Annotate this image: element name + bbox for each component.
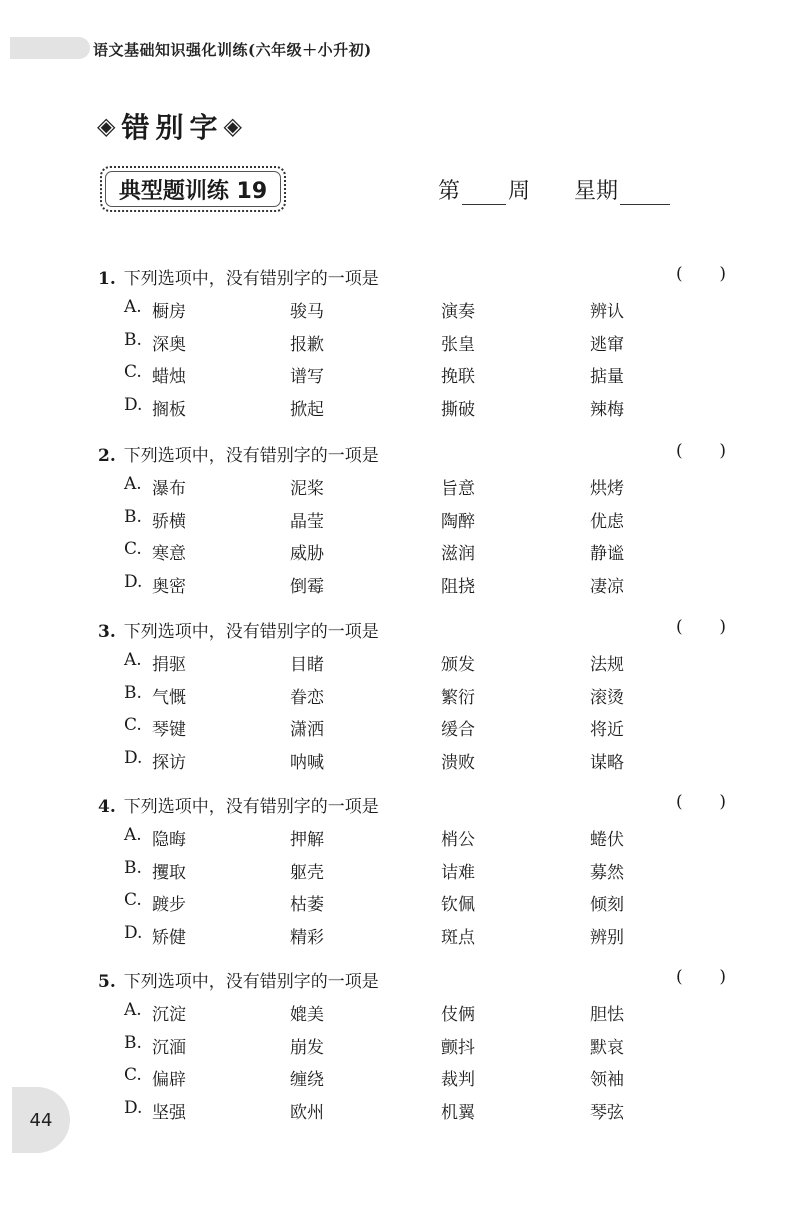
answer-bracket-close: ) xyxy=(719,264,726,284)
week-number-blank[interactable] xyxy=(462,178,506,205)
option-word: 逃窜 xyxy=(590,334,624,355)
option-word: 掂量 xyxy=(590,367,624,387)
option-word: 机翼 xyxy=(441,1102,475,1123)
question-text: 下列选项中，没有错别字的一项是 xyxy=(123,446,379,466)
option-letter: B. xyxy=(124,506,142,527)
option-word: 奥密 xyxy=(152,576,186,597)
option-word: 旨意 xyxy=(441,479,475,499)
option-word: 溃败 xyxy=(441,752,475,773)
page-number-tab xyxy=(12,1087,70,1153)
option-word: 静谧 xyxy=(590,544,624,564)
question-number: 5. xyxy=(98,972,116,992)
option-letter: C. xyxy=(124,1065,142,1085)
option-letter: C. xyxy=(124,715,142,735)
option-word: 骏马 xyxy=(290,302,324,322)
option-word: 繁衍 xyxy=(441,687,475,708)
question-stem xyxy=(98,617,379,642)
option-word: 辣梅 xyxy=(590,399,624,420)
week-label-di: 第 xyxy=(438,179,461,204)
option-letter: A. xyxy=(124,1000,142,1020)
question-text: 下列选项中，没有错别字的一项是 xyxy=(123,972,379,992)
question-text: 下列选项中，没有错别字的一项是 xyxy=(123,269,379,289)
answer-bracket-close: ) xyxy=(719,441,726,461)
option-word: 挽联 xyxy=(441,367,475,387)
question-stem xyxy=(98,967,379,992)
question-number: 2. xyxy=(98,446,116,466)
page-number: 44 xyxy=(29,1109,53,1131)
option-word: 报歉 xyxy=(290,334,324,355)
question-stem xyxy=(98,441,379,466)
option-word: 倒霉 xyxy=(290,576,324,597)
weekday-blank[interactable] xyxy=(620,178,670,205)
option-word: 颁发 xyxy=(441,655,475,675)
option-word: 骄横 xyxy=(152,511,186,532)
option-word: 晶莹 xyxy=(290,511,324,532)
option-word: 阻挠 xyxy=(441,576,475,597)
diamond-icon-left: ◈ xyxy=(97,112,116,140)
option-word: 诘难 xyxy=(441,862,475,883)
option-word: 法规 xyxy=(590,655,624,675)
option-letter: A. xyxy=(124,650,142,670)
option-word: 枯萎 xyxy=(290,895,324,915)
option-word: 辨别 xyxy=(590,927,624,948)
option-letter: C. xyxy=(124,890,142,910)
answer-bracket-open: ( xyxy=(676,967,683,987)
option-word: 寒意 xyxy=(152,544,186,564)
option-word: 押解 xyxy=(290,830,324,850)
option-letter: D. xyxy=(124,571,143,592)
option-word: 优虑 xyxy=(590,511,624,532)
option-word: 烘烤 xyxy=(590,479,624,499)
option-word: 陶醉 xyxy=(441,511,475,532)
option-word: 缠绕 xyxy=(290,1070,324,1090)
option-word: 滚烫 xyxy=(590,687,624,708)
option-letter: B. xyxy=(124,329,142,350)
option-word: 胆怯 xyxy=(590,1005,624,1025)
answer-bracket[interactable] xyxy=(676,967,726,987)
option-word: 眷恋 xyxy=(290,687,324,708)
option-word: 搁板 xyxy=(152,399,186,420)
weekday-label: 星期 xyxy=(574,179,619,204)
option-word: 默哀 xyxy=(590,1037,624,1058)
answer-bracket[interactable] xyxy=(676,441,726,461)
option-word: 媲美 xyxy=(290,1005,324,1025)
option-word: 沉淀 xyxy=(152,1005,186,1025)
option-word: 呐喊 xyxy=(290,752,324,773)
option-letter: B. xyxy=(124,682,142,703)
option-word: 潇洒 xyxy=(290,720,324,740)
option-word: 攫取 xyxy=(152,862,186,883)
option-word: 张皇 xyxy=(441,334,475,355)
question-number: 4. xyxy=(98,797,116,817)
header-tab xyxy=(10,37,90,59)
option-word: 裁判 xyxy=(441,1070,475,1090)
option-word: 缓合 xyxy=(441,720,475,740)
question-text: 下列选项中，没有错别字的一项是 xyxy=(123,622,379,642)
option-word: 凄凉 xyxy=(590,576,624,597)
answer-bracket-open: ( xyxy=(676,617,683,637)
option-word: 偏辟 xyxy=(152,1070,186,1090)
option-word: 钦佩 xyxy=(441,895,475,915)
answer-bracket-open: ( xyxy=(676,792,683,812)
option-word: 精彩 xyxy=(290,927,324,948)
option-word: 沉湎 xyxy=(152,1037,186,1058)
answer-bracket[interactable] xyxy=(676,264,726,284)
option-word: 橱房 xyxy=(152,302,186,322)
option-word: 将近 xyxy=(590,720,624,740)
option-letter: A. xyxy=(124,297,142,317)
answer-bracket-open: ( xyxy=(676,441,683,461)
option-word: 矫健 xyxy=(152,927,186,948)
option-word: 撕破 xyxy=(441,399,475,420)
option-word: 募然 xyxy=(590,862,624,883)
option-letter: D. xyxy=(124,1097,143,1118)
question-stem xyxy=(98,792,379,817)
section-title xyxy=(97,106,242,146)
answer-bracket[interactable] xyxy=(676,792,726,812)
option-word: 欧州 xyxy=(290,1102,324,1123)
option-word: 探访 xyxy=(152,752,186,773)
option-word: 隐晦 xyxy=(152,830,186,850)
option-word: 斑点 xyxy=(441,927,475,948)
question-number: 1. xyxy=(98,269,116,289)
option-word: 滋润 xyxy=(441,544,475,564)
option-word: 梢公 xyxy=(441,830,475,850)
option-letter: A. xyxy=(124,474,142,494)
option-word: 蜷伏 xyxy=(590,830,624,850)
option-letter: A. xyxy=(124,825,142,845)
book-title: 语文基础知识强化训练(六年级＋小升初) xyxy=(93,41,372,59)
answer-bracket-open: ( xyxy=(676,264,683,284)
option-word: 躯壳 xyxy=(290,862,324,883)
option-word: 掀起 xyxy=(290,399,324,420)
option-word: 崩发 xyxy=(290,1037,324,1058)
question-number: 3. xyxy=(98,622,116,642)
option-word: 威胁 xyxy=(290,544,324,564)
option-word: 气慨 xyxy=(152,687,186,708)
option-word: 领袖 xyxy=(590,1070,624,1090)
option-word: 谋略 xyxy=(590,752,624,773)
option-word: 蜡烛 xyxy=(152,367,186,387)
diamond-icon-right: ◈ xyxy=(223,112,242,140)
option-letter: D. xyxy=(124,394,143,415)
question-text: 下列选项中，没有错别字的一项是 xyxy=(123,797,379,817)
option-word: 伎俩 xyxy=(441,1005,475,1025)
answer-bracket[interactable] xyxy=(676,617,726,637)
option-word: 瀑布 xyxy=(152,479,186,499)
week-field xyxy=(438,174,670,205)
option-word: 倾刻 xyxy=(590,895,624,915)
option-letter: B. xyxy=(124,857,142,878)
option-letter: D. xyxy=(124,922,143,943)
week-label-zhou: 周 xyxy=(508,179,531,204)
option-letter: C. xyxy=(124,362,142,382)
option-word: 辨认 xyxy=(590,302,624,322)
option-word: 泥桨 xyxy=(290,479,324,499)
option-letter: C. xyxy=(124,539,142,559)
option-word: 谱写 xyxy=(290,367,324,387)
option-word: 颤抖 xyxy=(441,1037,475,1058)
option-word: 深奥 xyxy=(152,334,186,355)
option-word: 踱步 xyxy=(152,895,186,915)
option-word: 目睹 xyxy=(290,655,324,675)
answer-bracket-close: ) xyxy=(719,617,726,637)
option-letter: D. xyxy=(124,747,143,768)
exercise-banner xyxy=(100,166,286,212)
option-word: 坚强 xyxy=(152,1102,186,1123)
answer-bracket-close: ) xyxy=(719,967,726,987)
section-title-text: 错别字 xyxy=(121,111,224,144)
question-stem xyxy=(98,264,379,289)
answer-bracket-close: ) xyxy=(719,792,726,812)
option-word: 琴弦 xyxy=(590,1102,624,1123)
banner-text: 典型题训练 19 xyxy=(118,178,268,204)
option-word: 演奏 xyxy=(441,302,475,322)
option-word: 捐驱 xyxy=(152,655,186,675)
option-letter: B. xyxy=(124,1032,142,1053)
option-word: 琴键 xyxy=(152,720,186,740)
